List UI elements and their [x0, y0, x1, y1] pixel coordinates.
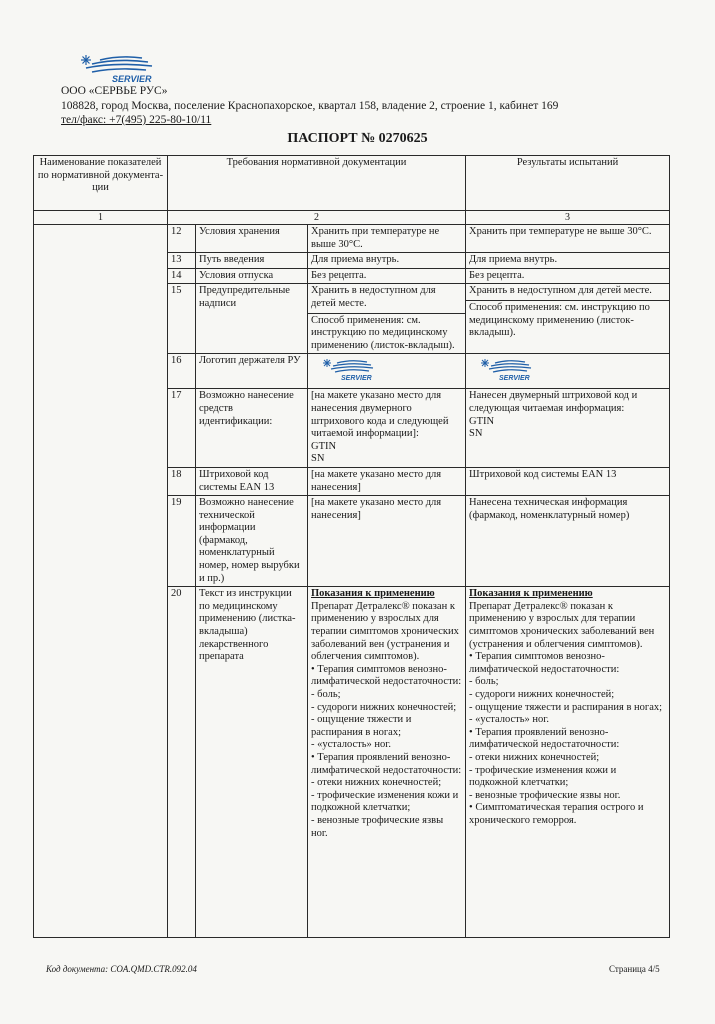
- row-number: 13: [168, 253, 196, 269]
- row-name: Путь введения: [196, 253, 308, 269]
- servier-logo-text: SERVIER: [499, 375, 530, 383]
- row-result: [466, 354, 670, 389]
- indications-heading: Показания к применению: [311, 588, 435, 600]
- list-item: - «усталость» ног.: [311, 739, 392, 751]
- servier-logo-text: SERVIER: [341, 375, 372, 383]
- row-name: Предупредительные надписи: [196, 284, 308, 354]
- column-number-row: [34, 211, 670, 225]
- row-requirement: [на макете указано место для нанесения]: [308, 496, 466, 587]
- document-code: Код документа: COA.QMD.CTR.092.04: [46, 964, 197, 974]
- indications-list: [311, 664, 462, 840]
- servier-logo: [319, 357, 381, 383]
- row-result: Хранить при температуре не выше 30°С.: [466, 225, 670, 253]
- row-requirement: [308, 284, 466, 354]
- row-requirement: Без рецепта.: [308, 268, 466, 284]
- row-number: 15: [168, 284, 196, 354]
- row-requirement: [308, 389, 466, 468]
- row-name: Логотип держателя РУ: [196, 354, 308, 389]
- company-info: [61, 84, 558, 128]
- company-name: ООО «СЕРВЬЕ РУС»: [61, 85, 168, 97]
- result-gtin: GTIN: [469, 415, 495, 427]
- list-item: - боль;: [469, 676, 499, 688]
- requirement-text: Хранить в недоступном для детей месте.: [311, 285, 436, 309]
- row-number: 19: [168, 496, 196, 587]
- row-result: [466, 587, 670, 938]
- row-result: Штриховой код системы EAN 13: [466, 467, 670, 495]
- page-title: ПАСПОРТ № 0270625: [287, 131, 428, 146]
- servier-logo: [477, 357, 539, 383]
- row-name: Условия отпуска: [196, 268, 308, 284]
- list-item: - трофические изменения кожи и подкожной клетчатки;: [469, 764, 617, 789]
- row-name: Возможно нанесение технической информации (фармакод, номенклатурный номер, номер вырубки и пр.): [196, 496, 308, 587]
- list-item: - судороги нижних конечностей;: [311, 701, 457, 713]
- list-item: • Симптоматическая терапия острого и хронического геморроя.: [469, 802, 644, 826]
- row-result: [466, 389, 670, 468]
- row-requirement: Для приема внутрь.: [308, 253, 466, 269]
- requirement-gtin: GTIN: [311, 440, 337, 452]
- list-item: - отеки нижних конечностей;: [469, 751, 600, 763]
- row-name: Штриховой код системы EAN 13: [196, 467, 308, 495]
- row-number: 14: [168, 268, 196, 284]
- row-name: Текст из инструкции по медицинскому применению (листка-вкладыша) лекарственного препарата: [196, 587, 308, 938]
- row-name: Условия хранения: [196, 225, 308, 253]
- result-text: Хранить в недоступном для детей месте.: [469, 285, 652, 297]
- indications-intro: Препарат Детралекс® показан к применению у взрослых для терапии симптомов хронических заболеваний вен (устранения и облегчения симптомов).: [469, 600, 655, 650]
- row-result: [466, 284, 670, 354]
- list-item: - венозные трофические язвы ног.: [311, 814, 444, 839]
- company-phone: тел/факс: +7(495) 225-80-10/11: [61, 114, 212, 126]
- indications-heading: Показания к применению: [469, 588, 593, 600]
- list-item: • Терапия проявлений венозно-лимфатической недостаточности:: [469, 726, 620, 751]
- row-requirement: [на макете указано место для нанесения]: [308, 467, 466, 495]
- row-number: 12: [168, 225, 196, 253]
- row-name: Возможно нанесение средств идентификации:: [196, 389, 308, 468]
- col-header-results: Результаты испытаний: [466, 156, 670, 211]
- list-item: • Терапия симптомов венозно-лимфатической недостаточности:: [469, 651, 620, 675]
- col-number: 3: [466, 211, 670, 225]
- row-number: 18: [168, 467, 196, 495]
- col-header-indicators: Наименование показателей по нормативной документации: [34, 156, 168, 211]
- requirement-text-2: Способ применения: см. инструкцию по медицинскому применению (листок-вкладыш).: [308, 313, 465, 353]
- passport-table: [33, 155, 670, 938]
- list-item: - отеки нижних конечностей;: [311, 777, 442, 789]
- list-item: - судороги нижних конечностей;: [469, 689, 615, 700]
- col-number: 2: [168, 211, 466, 225]
- company-address: 108828, город Москва, поселение Краснопахорское, квартал 158, владение 2, строение 1, кабинет 169: [61, 99, 559, 112]
- page-number: Страница 4/5: [609, 964, 660, 974]
- list-item: - ощущение тяжести и распирания в ногах;: [311, 714, 412, 738]
- indications-list: [469, 651, 666, 827]
- servier-logo-text: SERVIER: [112, 74, 152, 84]
- col-number: 1: [34, 211, 168, 225]
- indications-intro: Препарат Детралекс® показан к применению у взрослых для терапии симптомов хронических заболеваний вен (устранения и облегчения симптомов).: [311, 600, 459, 663]
- list-item: • Терапия симптомов венозно-лимфатической недостаточности:: [311, 663, 462, 688]
- row-requirement: Хранить при температуре не выше 30°С.: [308, 225, 466, 253]
- list-item: - венозные трофические язвы ног.: [469, 789, 621, 801]
- row-number: 20: [168, 587, 196, 938]
- row-number: 17: [168, 389, 196, 468]
- row-result: Нанесена техническая информация (фармакод, номенклатурный номер): [466, 496, 670, 587]
- list-item: - трофические изменения кожи и подкожной клетчатки;: [311, 789, 459, 814]
- row-requirement: [308, 354, 466, 389]
- list-item: - ощущение тяжести и распирания в ногах;: [469, 701, 663, 713]
- list-item: - боль;: [311, 689, 341, 700]
- empty-indicator-cell: [34, 225, 168, 938]
- col-header-requirements: Требования нормативной документации: [168, 156, 466, 211]
- servier-logo: [62, 52, 172, 86]
- requirement-text: [на макете указано место для нанесения двумерного штрихового кода и следующей читаемой информации]:: [311, 390, 449, 440]
- table-row: [34, 225, 670, 253]
- list-item: • Терапия проявлений венозно-лимфатической недостаточности:: [311, 751, 462, 776]
- requirement-sn: SN: [311, 453, 325, 465]
- row-number: 16: [168, 354, 196, 389]
- result-sn: SN: [469, 428, 483, 440]
- row-result: Без рецепта.: [466, 268, 670, 284]
- list-item: - «усталость» ног.: [469, 714, 550, 726]
- result-text-2: Способ применения: см. инструкцию по медицинскому применению (листок-вкладыш).: [466, 300, 669, 340]
- row-result: Для приема внутрь.: [466, 253, 670, 269]
- table-header-row: [34, 156, 670, 211]
- row-requirement: [308, 587, 466, 938]
- result-text: Нанесен двумерный штриховой код и следующая читаемая информация:: [469, 390, 638, 414]
